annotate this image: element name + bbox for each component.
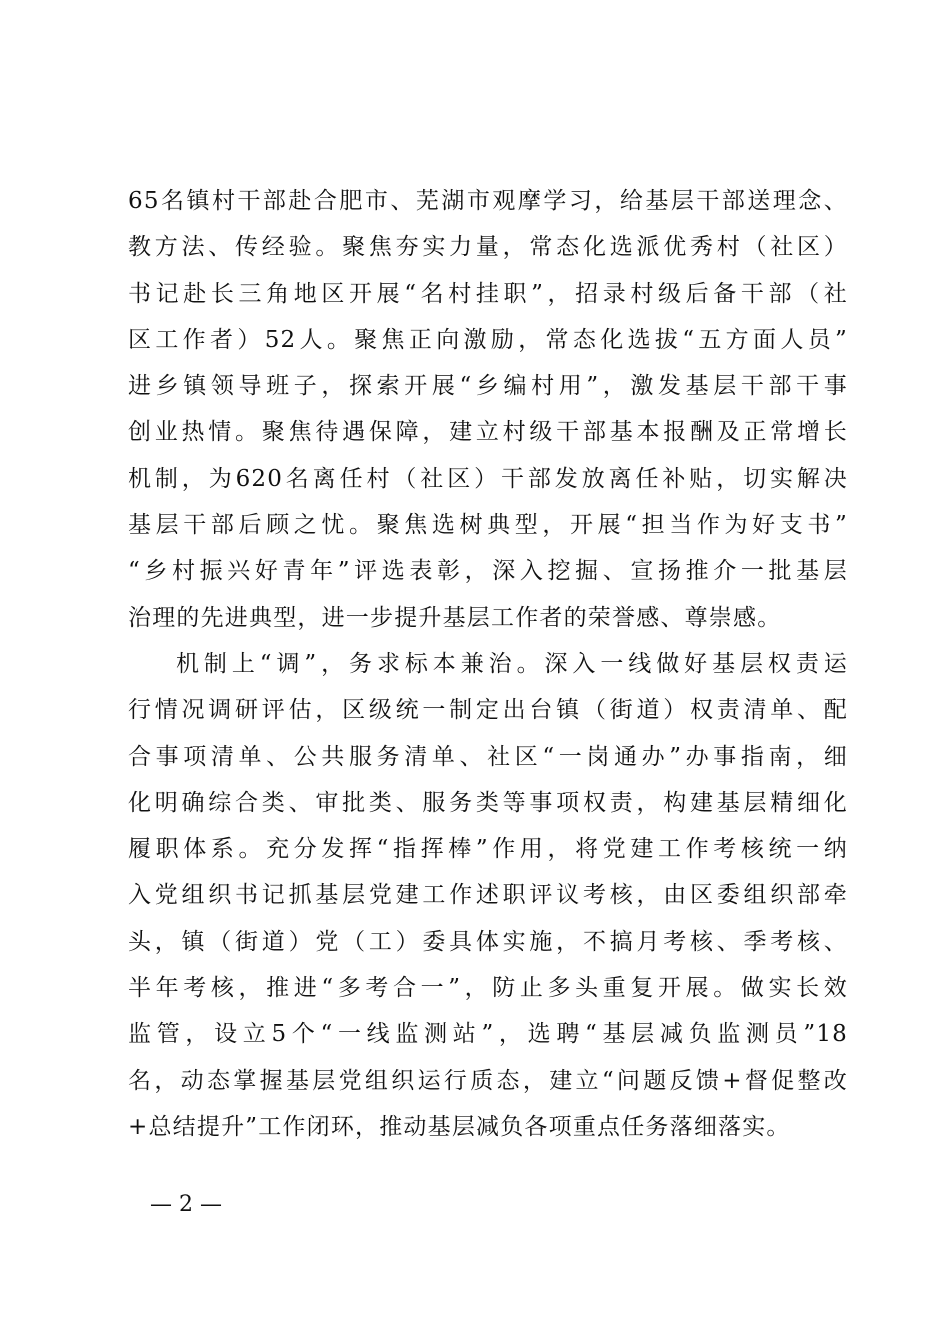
text-line: 合事项清单、公共服务清单、社区“一岗通办”办事指南，细 (128, 743, 848, 770)
text-line: 监管，设立5个“一线监测站”，选聘“基层减负监测员”18 (128, 1021, 848, 1048)
body-text (128, 178, 848, 1150)
page-number: — 2 — (150, 1192, 222, 1217)
text-line: 半年考核，推进“多考合一”，防止多头重复开展。做实长效 (128, 975, 848, 1002)
text-line: “乡村振兴好青年”评选表彰，深入挖掘、宣扬推介一批基层 (128, 558, 848, 585)
text-line: 头，镇（街道）党（工）委具体实施，不搞月考核、季考核、 (128, 928, 848, 955)
text-line: 名，动态掌握基层党组织运行质态，建立“问题反馈+督促整改 (128, 1067, 848, 1094)
text-line: 进乡镇领导班子，探索开展“乡编村用”，激发基层干部干事 (128, 373, 848, 400)
text-line: 化明确综合类、审批类、服务类等事项权责，构建基层精细化 (128, 789, 848, 816)
text-line: 65名镇村干部赴合肥市、芜湖市观摩学习，给基层干部送理念、 (128, 188, 848, 214)
text-line: +总结提升”工作闭环，推动基层减负各项重点任务落细落实。 (128, 1113, 791, 1140)
paragraph-first-line: 机制上“调”，务求标本兼治。深入一线做好基层权责运 (176, 650, 848, 677)
text-line: 基层干部后顾之忧。聚焦选树典型，开展“担当作为好支书” (128, 512, 848, 539)
text-line: 治理的先进典型，进一步提升基层工作者的荣誉感、尊崇感。 (128, 604, 782, 631)
text-line: 区工作者）52人。聚焦正向激励，常态化选拔“五方面人员” (128, 326, 848, 353)
text-line: 创业热情。聚焦待遇保障，建立村级干部基本报酬及正常增长 (128, 419, 848, 446)
text-line: 履职体系。充分发挥“指挥棒”作用，将党建工作考核统一纳 (128, 836, 848, 863)
text-line: 入党组织书记抓基层党建工作述职评议考核，由区委组织部牵 (128, 882, 848, 909)
text-line: 行情况调研评估，区级统一制定出台镇（街道）权责清单、配 (128, 697, 848, 724)
text-line: 书记赴长三角地区开展“名村挂职”，招录村级后备干部（社 (128, 280, 848, 307)
text-line: 机制，为620名离任村（社区）干部发放离任补贴，切实解决 (128, 465, 848, 492)
text-line: 教方法、传经验。聚焦夯实力量，常态化选派优秀村（社区） (128, 234, 848, 261)
